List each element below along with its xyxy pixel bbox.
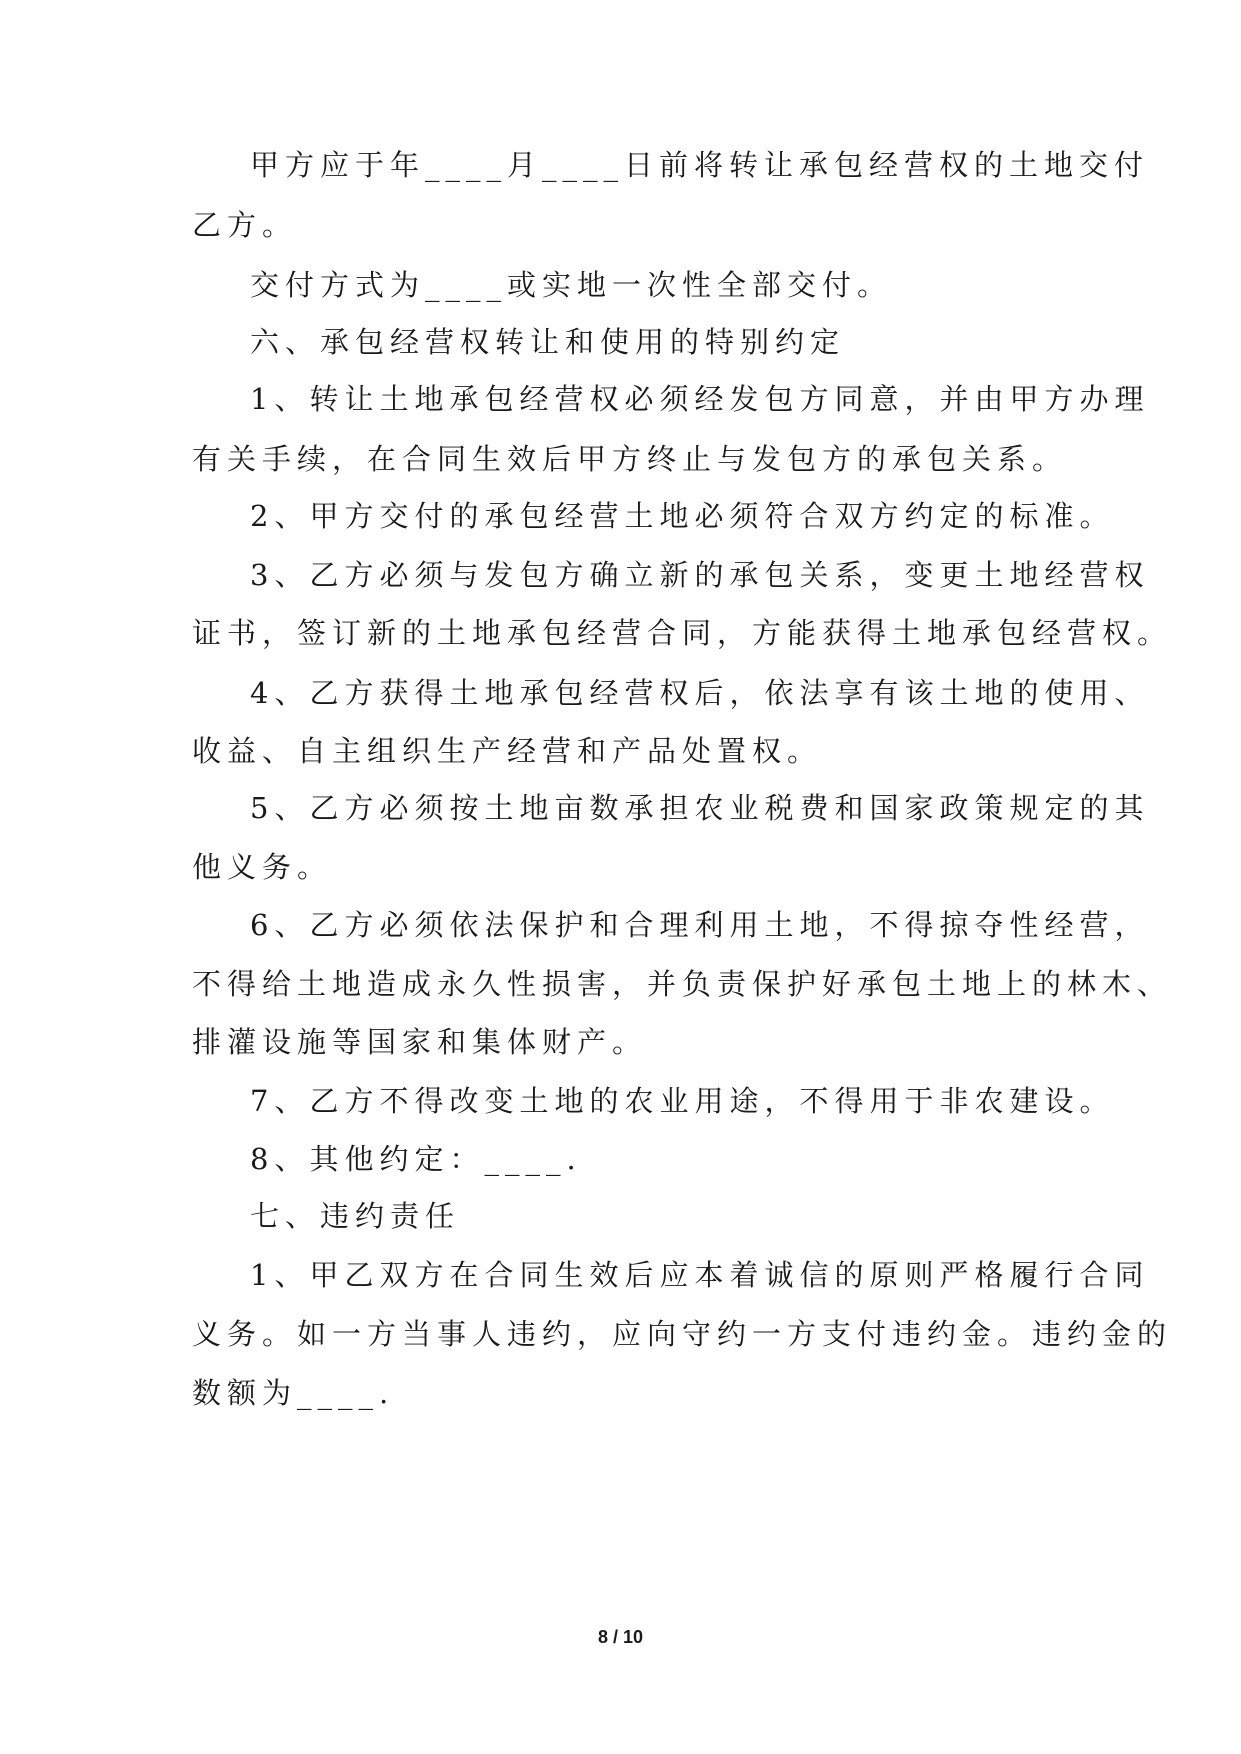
paragraph-line: 1、转让土地承包经营权必须经发包方同意，并由甲方办理: [250, 382, 1150, 416]
paragraph-line: 甲方应于年____月____日前将转让承包经营权的土地交付: [250, 148, 1150, 182]
paragraph-line: 数额为____.: [192, 1376, 395, 1410]
paragraph-line: 5、乙方必须按土地亩数承担农业税费和国家政策规定的其: [250, 791, 1150, 825]
paragraph-line: 3、乙方必须与发包方确立新的承包关系，变更土地经营权: [250, 558, 1150, 592]
paragraph-line: 乙方。: [192, 208, 298, 242]
paragraph-line: 收益、自主组织生产经营和产品处置权。: [192, 734, 823, 768]
page-number: 8 / 10: [597, 1627, 644, 1647]
paragraph-line: 义务。如一方当事人违约，应向守约一方支付违约金。违约金的: [192, 1317, 1173, 1351]
paragraph-line: 有关手续，在合同生效后甲方终止与发包方的承包关系。: [192, 442, 1068, 476]
paragraph-line: 7、乙方不得改变土地的农业用途，不得用于非农建设。: [250, 1084, 1115, 1118]
paragraph-line: 他义务。: [192, 850, 333, 884]
paragraph-line: 不得给土地造成永久性损害，并负责保护好承包土地上的林木、: [192, 967, 1173, 1001]
section-heading: 六、承包经营权转让和使用的特别约定: [250, 325, 846, 359]
paragraph-line: 6、乙方必须依法保护和合理利用土地，不得掠夺性经营，: [250, 908, 1150, 942]
paragraph-line: 2、甲方交付的承包经营土地必须符合双方约定的标准。: [250, 499, 1115, 533]
paragraph-line: 证书，签订新的土地承包经营合同，方能获得土地承包经营权。: [192, 616, 1173, 650]
paragraph-line: 排灌设施等国家和集体财产。: [192, 1025, 648, 1059]
paragraph-line: 交付方式为____或实地一次性全部交付。: [250, 268, 893, 302]
paragraph-line: 1、甲乙双方在合同生效后应本着诚信的原则严格履行合同: [250, 1258, 1150, 1292]
paragraph-line: 8、其他约定：____.: [250, 1142, 582, 1176]
section-heading: 七、违约责任: [250, 1199, 461, 1233]
paragraph-line: 4、乙方获得土地承包经营权后，依法享有该土地的使用、: [250, 676, 1150, 710]
